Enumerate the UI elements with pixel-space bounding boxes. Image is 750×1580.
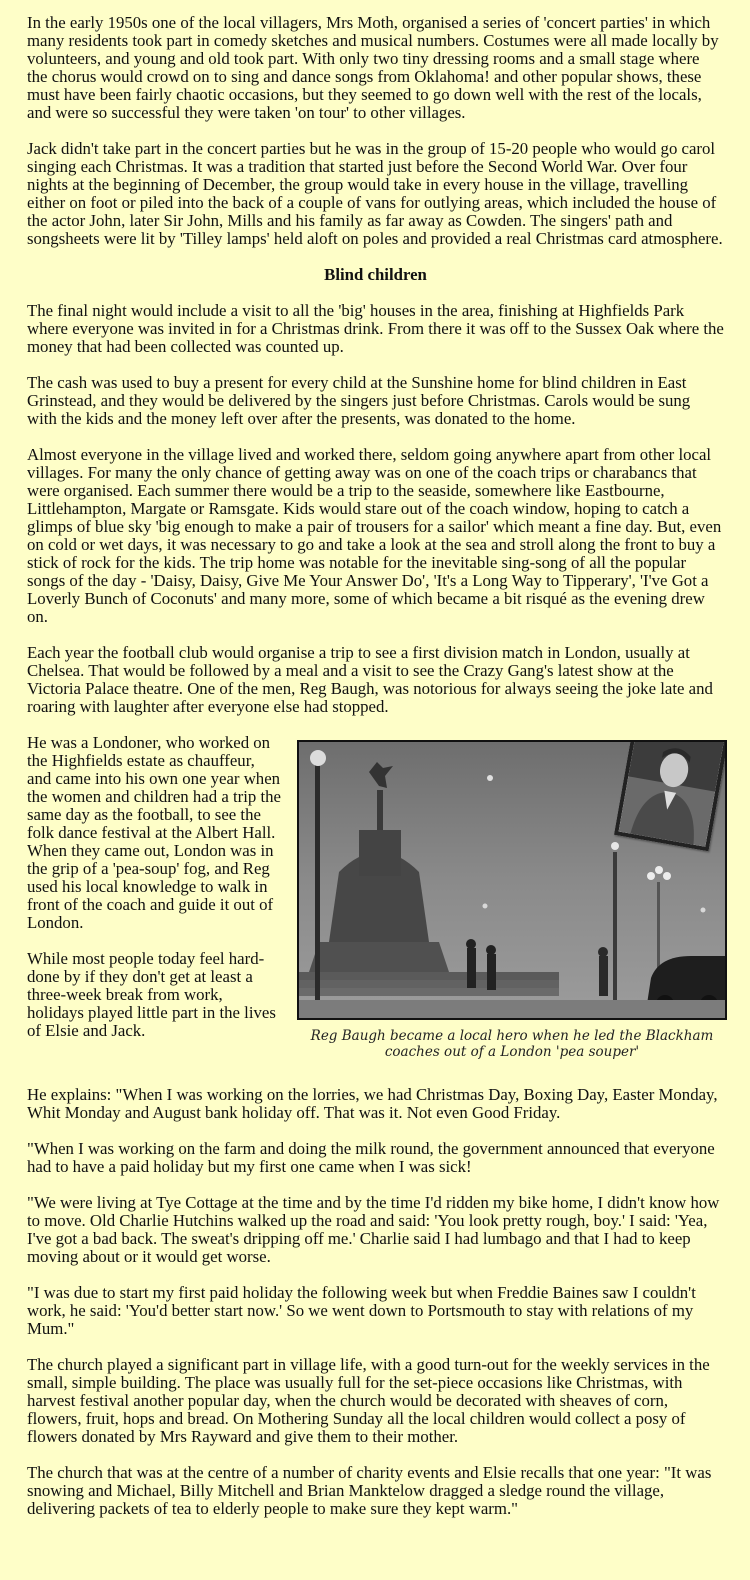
- portrait-image: [619, 740, 726, 847]
- paragraph: He explains: "When I was working on the lorries, we had Christmas Day, Boxing Day, Easter Monday, Whit Monday and August bank holiday off. That was it. Not even Good Friday.: [27, 1085, 718, 1122]
- paragraph: The final night would include a visit to all the 'big' houses in the area, finishing at Highfields Park where everyone was invited in for a Christmas drink. From there it was off to the Sussex Oak where the money that had been collected was counted up.: [27, 301, 724, 356]
- portrait-inset-photo: [614, 740, 727, 851]
- figure-section: [27, 734, 724, 1082]
- fog-photo: [297, 740, 727, 1020]
- paragraph: Each year the football club would organise a trip to see a first division match in London, usually at Chelsea. That would be followed by a meal and a visit to see the Crazy Gang's latest show at the Victoria Palace theatre. One of the men, Reg Baugh, was notorious for always seeing the joke late and roaring with laughter after everyone else had stopped.: [27, 643, 713, 716]
- paragraph: Jack didn't take part in the concert parties but he was in the group of 15-20 people who would go carol singing each Christmas. It was a tradition that started just before the Second World War. Over four nights at the beginning of December, the group would take in every house in the village, travelling either on foot or piled into the back of a couple of vans for outlying areas, which included the house of the actor John, later Sir John, Mills and his family as far away as Cowden. The singers' path and songsheets were lit by 'Tilley lamps' held aloft on poles and provided a real Christmas card atmosphere.: [27, 139, 723, 248]
- paragraph: In the early 1950s one of the local villagers, Mrs Moth, organised a series of 'concert parties' in which many residents took part in comedy sketches and musical numbers. Costumes were all made locally by volunteers, and young and old took part. With only two tiny dressing rooms and a small stage where the chorus would crowd on to sing and dance songs from Oklahoma! and other popular shows, these must have been fairly chaotic occasions, but they seemed to go down well with the rest of the locals, and were so successful they were taken 'on tour' to other villages.: [27, 13, 719, 122]
- paragraph: While most people today feel hard-done by if they don't get at least a three-week break from work, holidays played little part in the lives of Elsie and Jack.: [27, 949, 276, 1040]
- left-column: [27, 734, 282, 1058]
- paragraph: The cash was used to buy a present for every child at the Sunshine home for blind children in East Grinstead, and they would be delivered by the singers just before Christmas. Carols would be sung with the kids and the money left over after the presents, was donated to the home.: [27, 373, 691, 428]
- paragraph: Almost everyone in the village lived and worked there, seldom going anywhere apart from other local villages. For many the only chance of getting away was on one of the coach trips or charabancs that were organised. Each summer there would be a trip to the seaside, somewhere like Eastbourne, Littlehampton, Margate or Ramsgate. Kids would stare out of the coach window, hoping to catch a glimps of blue sky 'big enough to make a pair of trousers for a sailor' which meant a fine day. But, even on cold or wet days, it was necessary to go and take a look at the sea and stroll along the front to buy a stick of rock for the kids. The trip home was notable for the inevitable sing-song of all the popular songs of the day - 'Daisy, Daisy, Give Me Your Answer Do', 'It's a Long Way to Tipperary', 'I've Got a Loverly Bunch of Coconuts' and many more, some of which became a bit risqué as the evening drew on.: [27, 445, 722, 626]
- paragraph: He was a Londoner, who worked on the Highfields estate as chauffeur, and came into his own one year when the women and children had a trip the same day as the football, to see the folk dance festival at the Albert Hall. When they came out, London was in the grip of a 'pea-soup' fog, and Reg used his local knowledge to walk in front of the coach and guide it out of London.: [27, 733, 281, 932]
- paragraph: The church that was at the centre of a number of charity events and Elsie recalls that one year: "It was snowing and Michael, Billy Mitchell and Brian Manktelow dragged a sledge round the village, delivering packets of tea to elderly people to make sure they kept warm.": [27, 1463, 712, 1518]
- section-heading: Blind children: [324, 265, 427, 284]
- paragraph: "We were living at Tye Cottage at the time and by the time I'd ridden my bike home, I didn't know how to move. Old Charlie Hutchins walked up the road and said: 'You look pretty rough, boy.' I said: 'Yea, I've got a bad back. The sweat's dripping off me.' Charlie said I had lumbago and that I had to keep moving about or it would get worse.: [27, 1193, 720, 1266]
- paragraph: "When I was working on the farm and doing the milk round, the government announced that everyone had to have a paid holiday but my first one came when I was sick!: [27, 1139, 715, 1176]
- paragraph: "I was due to start my first paid holiday the following week but when Freddie Baines saw I couldn't work, he said: 'You'd better start now.' So we went down to Portsmouth to stay with relations of my Mum.": [27, 1283, 696, 1338]
- figure-caption: Reg Baugh became a local hero when he led the Blackham coaches out of a London 'pea souper': [310, 1028, 714, 1060]
- figure: [297, 740, 727, 1060]
- paragraph: The church played a significant part in village life, with a good turn-out for the weekly services in the small, simple building. The place was usually full for the set-piece occasions like Christmas, with harvest festival another popular day, when the church would be decorated with sheaves of corn, flowers, fruit, hops and bread. On Mothering Sunday all the local children would collect a posy of flowers donated by Mrs Rayward and give them to their mother.: [27, 1355, 710, 1446]
